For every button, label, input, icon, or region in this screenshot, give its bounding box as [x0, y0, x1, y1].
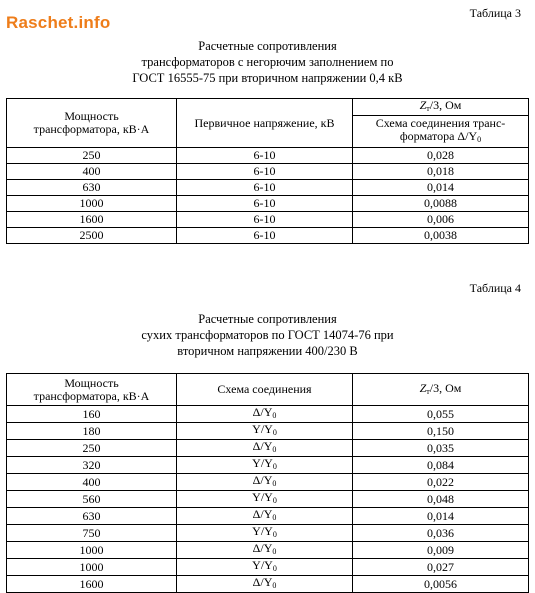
table4-cell-z: 0,009 — [353, 542, 529, 559]
table3-header-zt — [353, 99, 529, 116]
table4-cell-power: 560 — [7, 491, 177, 508]
scheme-text: Δ/Y — [252, 541, 273, 555]
table4-cell-power: 160 — [7, 406, 177, 423]
table3-header-scheme — [353, 116, 529, 148]
table3-row — [7, 180, 529, 196]
table3-caption — [0, 38, 535, 86]
header-line: Схема соединения транс- — [375, 116, 506, 130]
table4-row — [7, 457, 529, 474]
header-line: Мощность — [64, 375, 119, 390]
table4-row — [7, 440, 529, 457]
scheme-subscript: 0 — [272, 530, 277, 539]
table3-row — [7, 228, 529, 244]
table3-caption-line: ГОСТ 16555-75 при вторичном напряжении 0,4 кВ — [132, 71, 403, 85]
table4-cell-z: 0,055 — [353, 406, 529, 423]
table3-cell-power: 250 — [7, 148, 177, 164]
table4-cell-scheme — [177, 474, 353, 491]
table4-caption-line: вторичном напряжении 400/230 В — [177, 344, 358, 358]
table4-row — [7, 525, 529, 542]
table4-cell-z: 0,014 — [353, 508, 529, 525]
table4-cell-scheme — [177, 559, 353, 576]
table3-row — [7, 148, 529, 164]
scheme-text: Y/Y — [252, 558, 273, 572]
scheme-subscript: 0 — [272, 428, 277, 437]
zt-symbol: Z — [419, 98, 427, 112]
table4-cell-power: 180 — [7, 423, 177, 440]
zt-subscript: т — [426, 386, 430, 396]
table4-cell-z: 0,150 — [353, 423, 529, 440]
table4-row — [7, 491, 529, 508]
table3-cell-z: 0,018 — [353, 164, 529, 180]
table4-row — [7, 474, 529, 491]
table4-cell-power: 1600 — [7, 576, 177, 593]
table4-cell-power: 630 — [7, 508, 177, 525]
table3-cell-primary: 6-10 — [177, 148, 353, 164]
table4-row — [7, 542, 529, 559]
table4-cell-power: 400 — [7, 474, 177, 491]
table3-caption-line: Расчетные сопротивления — [198, 39, 337, 53]
table3-cell-power: 400 — [7, 164, 177, 180]
table3-cell-power: 1000 — [7, 196, 177, 212]
scheme-text: Y/Y — [252, 422, 273, 436]
table3-cell-primary: 6-10 — [177, 180, 353, 196]
table4-cell-power: 1000 — [7, 542, 177, 559]
site-logo[interactable]: Raschet.info — [6, 13, 111, 32]
table4-row — [7, 406, 529, 423]
zt-subscript: т — [426, 104, 430, 113]
table4-cell-scheme — [177, 457, 353, 474]
table4-cell-power: 750 — [7, 525, 177, 542]
scheme-text: Δ/Y — [252, 575, 273, 589]
table4-cell-z: 0,035 — [353, 440, 529, 457]
table4-cell-power: 1000 — [7, 559, 177, 576]
table4-caption — [0, 311, 535, 359]
table4-cell-z: 0,036 — [353, 525, 529, 542]
header-line: трансформатора, кВ·А — [33, 122, 150, 136]
scheme-subscript: 0 — [272, 445, 277, 454]
table3-row — [7, 212, 529, 228]
scheme-subscript: 0 — [272, 547, 277, 556]
table3-cell-primary: 6-10 — [177, 212, 353, 228]
table3-cell-power: 630 — [7, 180, 177, 196]
table3-header-power — [7, 99, 177, 148]
table3-cell-z: 0,0038 — [353, 228, 529, 244]
scheme-subscript: 0 — [272, 564, 277, 573]
table4-cell-scheme — [177, 542, 353, 559]
table3-cell-primary: 6-10 — [177, 164, 353, 180]
table3-cell-z: 0,028 — [353, 148, 529, 164]
scheme-subscript: 0 — [272, 479, 277, 488]
table3-cell-power: 1600 — [7, 212, 177, 228]
table4-cell-scheme — [177, 525, 353, 542]
table3-cell-z: 0,014 — [353, 180, 529, 196]
table3-cell-z: 0,0088 — [353, 196, 529, 212]
table4-cell-z: 0,022 — [353, 474, 529, 491]
scheme-subscript: 0 — [272, 411, 277, 420]
table3-caption-line: трансформаторов с негорючим заполнением по — [141, 55, 394, 69]
table4-cell-z: 0,027 — [353, 559, 529, 576]
table4-cell-z: 0,048 — [353, 491, 529, 508]
scheme-subscript: 0 — [272, 581, 277, 590]
table3-cell-z: 0,006 — [353, 212, 529, 228]
table3-number: Таблица 3 — [469, 6, 521, 20]
scheme-text: Y/Y — [252, 456, 273, 470]
table4-row — [7, 423, 529, 440]
table4-caption-line: сухих трансформаторов по ГОСТ 14074-76 при — [141, 328, 394, 342]
scheme-text: Δ/Y — [252, 405, 273, 419]
table3-cell-primary: 6-10 — [177, 228, 353, 244]
scheme-text: Δ/Y — [252, 439, 273, 453]
table4-cell-z: 0,084 — [353, 457, 529, 474]
table4-row — [7, 559, 529, 576]
table3 — [6, 98, 529, 244]
scheme-subscript: 0 — [272, 496, 277, 505]
table4-header-scheme: Схема соединения — [177, 374, 353, 406]
scheme-subscript: 0 — [272, 462, 277, 471]
table4-cell-scheme — [177, 423, 353, 440]
table4-header-power — [7, 374, 177, 406]
scheme-text: Y/Y — [252, 490, 273, 504]
table3-cell-primary: 6-10 — [177, 196, 353, 212]
table4-cell-z: 0,0056 — [353, 576, 529, 593]
zt-symbol: Z — [419, 380, 427, 395]
table4-header-zt — [353, 374, 529, 406]
scheme-text: Δ/Y — [252, 507, 273, 521]
table4-cell-scheme — [177, 406, 353, 423]
table4-row — [7, 508, 529, 525]
header-line: трансформатора, кВ·А — [33, 388, 150, 403]
table4-cell-scheme — [177, 491, 353, 508]
table4-cell-power: 250 — [7, 440, 177, 457]
scheme-subscript: 0 — [272, 513, 277, 522]
table4-cell-scheme — [177, 440, 353, 457]
table3-header-primary: Первичное напряжение, кВ — [177, 99, 353, 148]
table4 — [6, 373, 529, 593]
table4-cell-scheme — [177, 508, 353, 525]
table4-number: Таблица 4 — [469, 281, 521, 295]
header-line: Мощность — [64, 109, 119, 123]
header-line: форматора Δ/Y0 — [399, 129, 482, 144]
table4-caption-line: Расчетные сопротивления — [198, 312, 337, 326]
scheme-text: Y/Y — [252, 524, 273, 538]
zt-unit: /3, Ом — [429, 380, 462, 395]
table4-cell-power: 320 — [7, 457, 177, 474]
zt-unit: /3, Ом — [429, 98, 462, 112]
table3-row — [7, 196, 529, 212]
table3-cell-power: 2500 — [7, 228, 177, 244]
scheme-text: Δ/Y — [252, 473, 273, 487]
table3-row — [7, 164, 529, 180]
